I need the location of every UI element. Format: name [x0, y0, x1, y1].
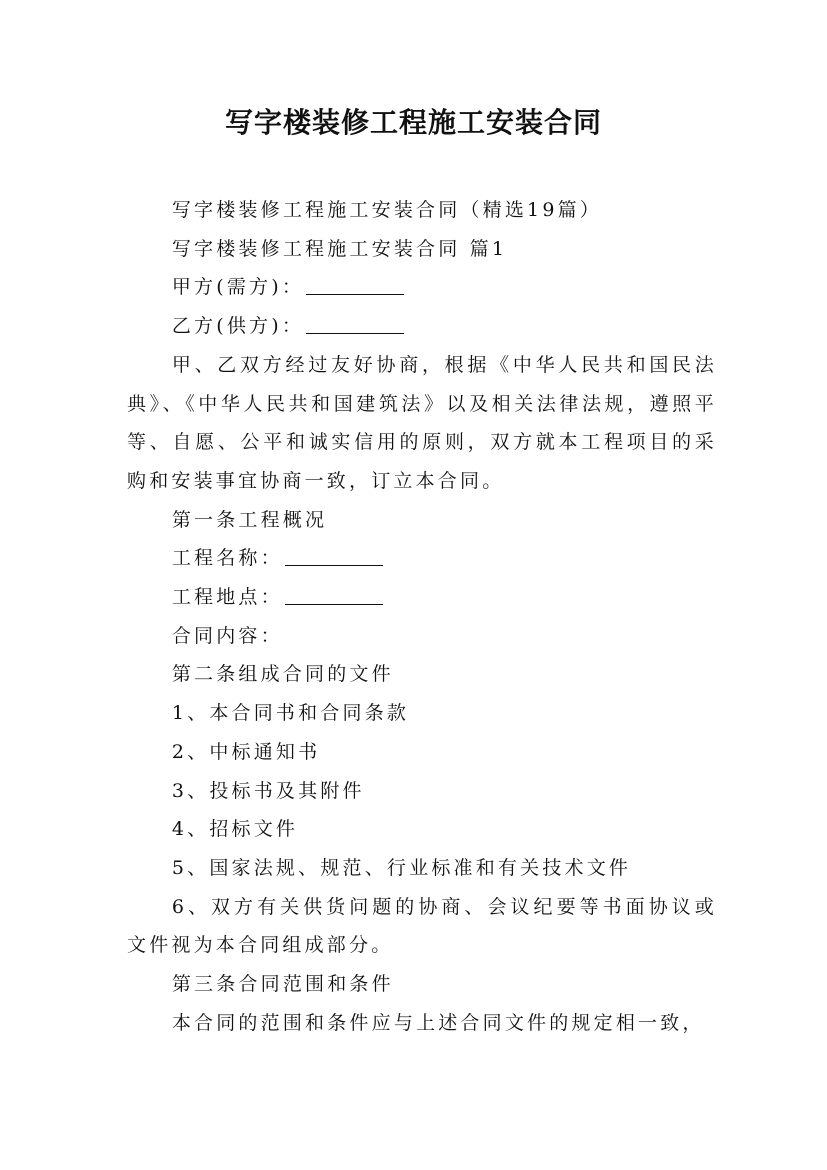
paragraph-text: 甲、乙双方经过友好协商，根据《中华人民共和国民法典》、《中华人民共和国建筑法》以及相关法律法规，遵照平等、自愿、公平和诚实信用的原则，双方就本工程项目的采购和安装事宜协商一致，订立本合同。 [127, 353, 717, 492]
paragraph-text: 第二条组成合同的文件 [171, 663, 394, 686]
paragraph-text: 合同内容： [171, 624, 283, 647]
paragraph [127, 617, 717, 656]
paragraph [127, 965, 717, 1004]
fill-in-blank-line [285, 585, 383, 605]
paragraph-text: 甲方(需方)： [171, 276, 305, 299]
paragraph [127, 694, 717, 733]
paragraph [127, 733, 717, 772]
paragraph [127, 346, 717, 501]
paragraph-text: 5、国家法规、规范、行业标准和有关技术文件 [171, 856, 632, 879]
paragraph-text: 2、中标通知书 [171, 740, 321, 763]
paragraph [127, 539, 717, 578]
paragraph [127, 888, 717, 965]
fill-in-blank-line [306, 275, 404, 295]
paragraph [127, 772, 717, 811]
paragraph-text: 乙方(供方)： [171, 315, 305, 338]
paragraph [127, 655, 717, 694]
paragraph-text: 3、投标书及其附件 [171, 779, 365, 802]
paragraph-text: 4、招标文件 [171, 818, 299, 841]
paragraph-text: 6、双方有关供货问题的协商、会议纪要等书面协议或文件视为本合同组成部分。 [127, 895, 717, 957]
paragraph-text: 工程名称： [171, 547, 283, 570]
paragraph-text: 工程地点： [171, 586, 283, 609]
paragraph [127, 578, 717, 617]
paragraph-text: 第三条合同范围和条件 [171, 973, 394, 996]
document-body [127, 191, 717, 1042]
paragraph [127, 1004, 717, 1043]
paragraph [127, 268, 717, 307]
paragraph-text: 本合同的范围和条件应与上述合同文件的规定相一致， [171, 1011, 705, 1034]
paragraph [127, 810, 717, 849]
paragraph-text: 写字楼装修工程施工安装合同（精选19篇） [171, 199, 603, 221]
paragraph [127, 191, 717, 230]
paragraph [127, 307, 717, 346]
paragraph [127, 230, 717, 269]
paragraph [127, 501, 717, 540]
document-title: 写字楼装修工程施工安装合同 [224, 106, 602, 139]
fill-in-blank-line [306, 314, 404, 334]
paragraph [127, 849, 717, 888]
paragraph-text: 写字楼装修工程施工安装合同 篇1 [171, 237, 508, 260]
paragraph-text: 1、本合同书和合同条款 [171, 702, 410, 725]
paragraph-text: 第一条工程概况 [171, 508, 328, 531]
fill-in-blank-line [285, 546, 383, 566]
